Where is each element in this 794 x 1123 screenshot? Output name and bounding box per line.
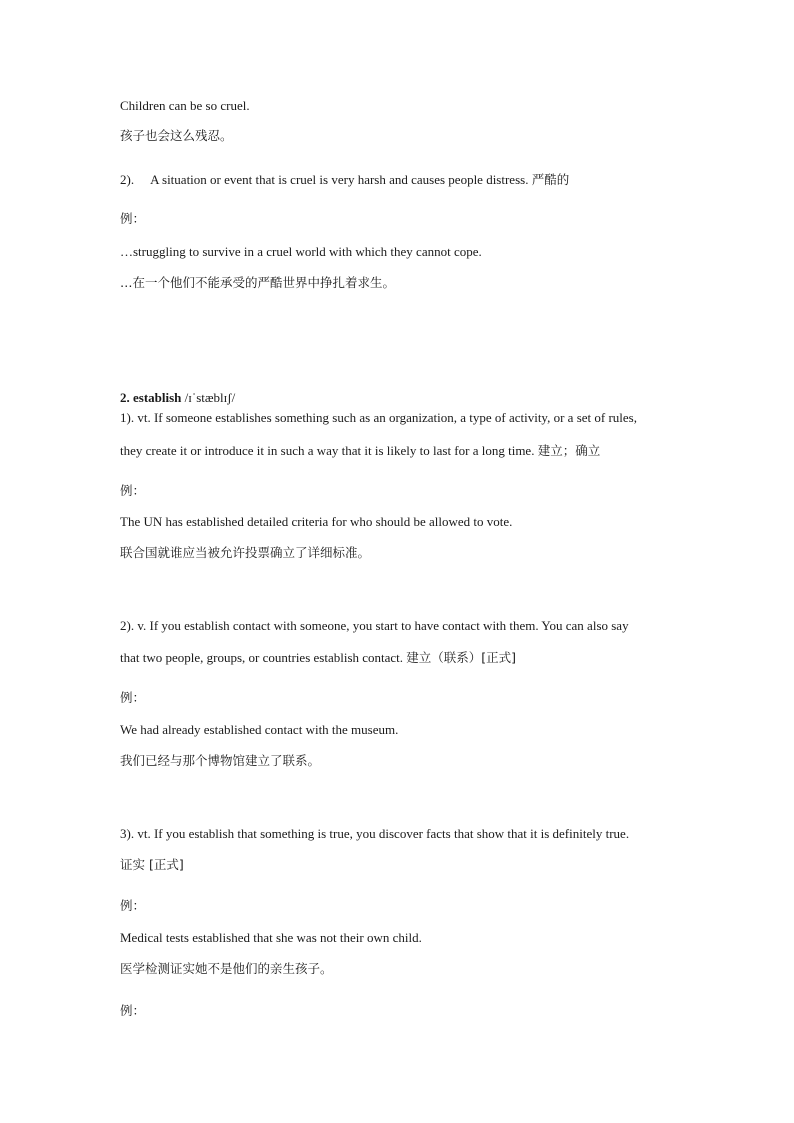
example-sentence-en: Children can be so cruel. xyxy=(120,98,250,113)
sense-gloss: 建立（联系）[正式] xyxy=(406,650,517,665)
sense-number: 2). xyxy=(120,172,135,187)
example-label: 例： xyxy=(120,483,146,498)
example-label: 例： xyxy=(120,690,146,705)
sense-definition: 3). vt. If you establish that something is true, you discover facts that show that it is definitely true. xyxy=(120,826,630,841)
sense-text: they create it or introduce it in such a way that it is likely to last for a long time. xyxy=(120,443,535,458)
example-sentence-zh: 孩子也会这么残忍。 xyxy=(120,128,233,143)
sense-gloss: 证实 [正式] xyxy=(120,857,184,872)
sense-definition: 1). vt. If someone establishes something such as an organization, a type of activity, or a set of rules, xyxy=(120,410,637,425)
example-sentence-en: Medical tests established that she was not their own child. xyxy=(120,930,422,945)
sense-definition xyxy=(120,171,569,189)
sense-definition: 2). v. If you establish contact with someone, you start to have contact with them. You can also say xyxy=(120,618,629,633)
example-sentence-zh: 我们已经与那个博物馆建立了联系。 xyxy=(120,753,321,768)
sense-text: that two people, groups, or countries establish contact. xyxy=(120,650,404,665)
example-sentence-en: …struggling to survive in a cruel world with which they cannot cope. xyxy=(120,244,482,259)
entry-heading xyxy=(120,389,235,407)
sense-definition-cont xyxy=(120,649,516,667)
phonetic: /ɪˈstæblɪʃ/ xyxy=(184,390,236,405)
sense-text: A situation or event that is cruel is very harsh and causes people distress. xyxy=(150,172,529,187)
sense-gloss: 严酷的 xyxy=(531,172,570,187)
headword: 2. establish xyxy=(120,390,182,405)
example-label: 例： xyxy=(120,211,146,226)
example-sentence-zh: 联合国就谁应当被允许投票确立了详细标准。 xyxy=(120,545,371,560)
example-sentence-zh: …在一个他们不能承受的严酷世界中挣扎着求生。 xyxy=(120,275,396,290)
example-label: 例： xyxy=(120,1003,146,1018)
sense-gloss: 建立；确立 xyxy=(537,443,601,458)
sense-definition-cont xyxy=(120,442,600,460)
example-sentence-en: The UN has established detailed criteria for who should be allowed to vote. xyxy=(120,514,513,529)
example-sentence-zh: 医学检测证实她不是他们的亲生孩子。 xyxy=(120,961,333,976)
example-sentence-en: We had already established contact with the museum. xyxy=(120,722,399,737)
example-label: 例： xyxy=(120,898,146,913)
